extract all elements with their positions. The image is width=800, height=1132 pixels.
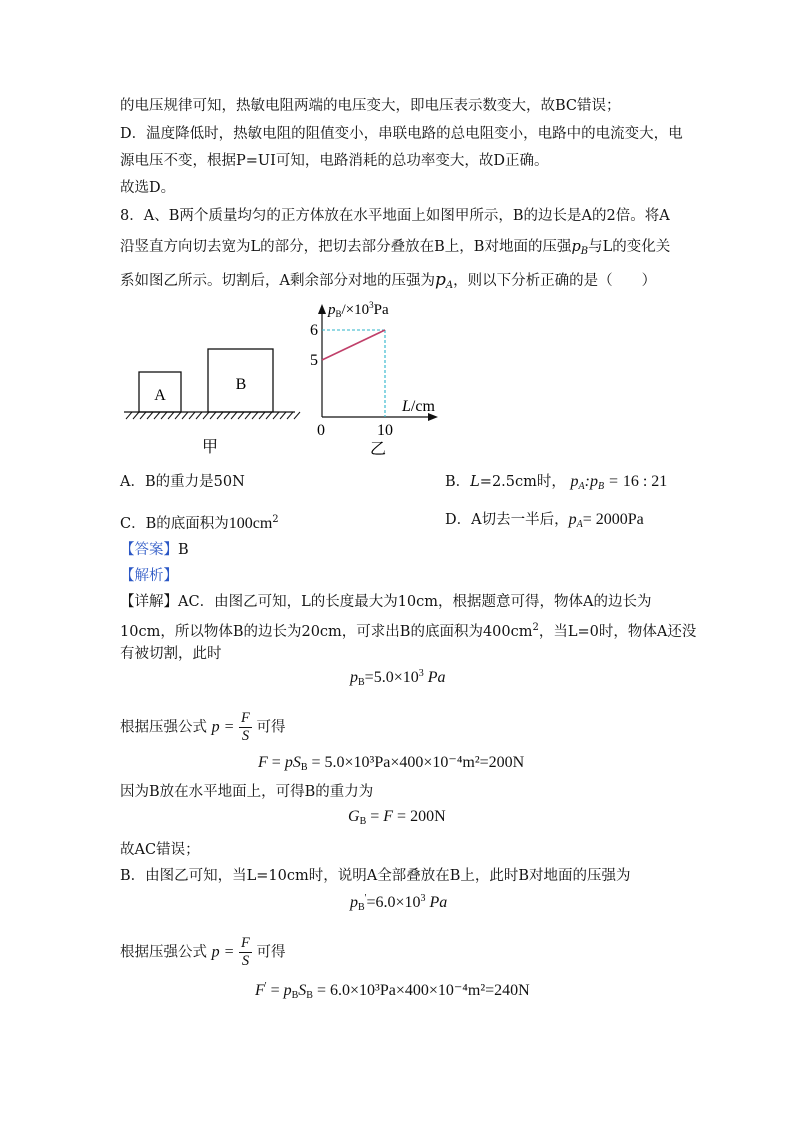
question-line-1: 8．A、B两个质量均匀的正方体放在水平地面上如图甲所示，B的边长是A的2倍。将A: [120, 208, 670, 224]
hatch-mark: [126, 412, 132, 419]
solution-line-5: 故AC错误；: [120, 842, 200, 858]
question-line-3a: 系如图乙所示。切割后，A剩余部分对地的压强为: [120, 273, 435, 289]
option-b: [445, 472, 667, 497]
x-axis-label: L/cm: [402, 398, 435, 415]
hatch-mark: [273, 412, 279, 419]
solution-p2b: ，当L=0时，物体A还没: [538, 624, 697, 640]
equation-2-value: = 5.0×10³Pa×400×10⁻⁴m²=200N: [311, 754, 525, 771]
analysis-tag: 【解析】: [120, 568, 178, 584]
option-d-value: = 2000Pa: [582, 511, 644, 528]
pa-symbol: $p_A$: [434, 270, 454, 291]
solution-line-2: [120, 618, 696, 642]
label-yi: 乙: [369, 441, 387, 458]
intro-line-1: 的电压规律可知，热敏电阻两端的电压变大，即电压表示数变大，故BC错误；: [120, 98, 621, 114]
hatch-mark: [252, 412, 258, 419]
y-axis-arrow: [318, 304, 326, 314]
hatch-mark: [217, 412, 223, 419]
hatch-mark: [168, 412, 174, 419]
equation-4: $p_B'=6.0\times 10^3$ Pa: [350, 893, 448, 913]
equation-1: $p_B=5.0\times 10^3$ Pa: [350, 668, 446, 688]
hatch-mark: [147, 412, 153, 419]
solution-p2-sup: 2: [532, 622, 539, 633]
hatch-mark: [182, 412, 188, 419]
hatch-mark: [238, 412, 244, 419]
hatch-mark: [224, 412, 230, 419]
option-b-prefix: B．: [445, 474, 471, 490]
formula-intro-2: 根据压强公式: [120, 944, 207, 961]
solution-line-4: 因为B放在水平地面上，可得B的重力为: [120, 784, 374, 800]
hatch-mark: [245, 412, 251, 419]
question-line-2b: 与L的变化关: [588, 239, 671, 255]
ground-hatch: [126, 412, 300, 419]
hatch-mark: [175, 412, 181, 419]
equation-5-value: = 6.0×10³Pa×400×10⁻⁴m²=240N: [316, 982, 530, 999]
hatch-mark: [210, 412, 216, 419]
solution-line-6: B．由图乙可知，当L=10cm时，说明A全部叠放在B上，此时B对地面的压强为: [120, 868, 631, 884]
hatch-mark: [231, 412, 237, 419]
block-b-label: B: [235, 376, 247, 393]
label-jia: 甲: [201, 439, 219, 456]
option-b-ratio: 16 : 21: [622, 473, 668, 490]
equation-3: $G_B = F = 200N$: [348, 808, 446, 827]
option-c-sup: 2: [272, 514, 279, 525]
formula-line-2: 根据压强公式 p = $\frac{F}{S}$ 可得: [120, 935, 286, 969]
figure-jia: [124, 349, 300, 456]
option-d-symbol: $p_A$: [568, 511, 583, 530]
equation-5: $F' = p_BS_B = 6.0\times 10^3Pa\times 400\times 10^{-4}m^2=240N$: [255, 981, 530, 1001]
answer-tag: 【答案】: [120, 542, 178, 558]
x-tick-10: 10: [377, 422, 393, 439]
formula-tail-1: 可得: [256, 719, 286, 736]
answer-value: B: [178, 542, 189, 558]
equation-2: $F = pS_B = 5.0\times 10^3Pa\times 400\times 10^{-4}m^2=200N$: [258, 754, 525, 773]
option-b-mid: =2.5cm时，: [479, 474, 566, 490]
option-a: A．B的重力是50N: [120, 474, 245, 490]
formula-line-1: 根据压强公式 p = $\frac{F}{S}$ 可得: [120, 710, 286, 744]
y-axis-label: $p_B/\times 10^3Pa$: [328, 300, 389, 319]
hatch-mark: [161, 412, 167, 419]
solution-p1: AC．由图乙可知，L的长度最大为10cm，根据题意可得，物体A的边长为: [178, 594, 652, 610]
hatch-mark: [287, 412, 293, 419]
figure: [110, 292, 450, 462]
option-c-prefix: C．B的底面积为: [120, 516, 229, 532]
hatch-mark: [203, 412, 209, 419]
pb-symbol: $p_B$: [571, 239, 589, 257]
formula-intro-1: 根据压强公式: [120, 719, 207, 736]
hatch-mark: [189, 412, 195, 419]
question-line-3b: ，则以下分析正确的是（ ）: [453, 273, 657, 289]
option-d: [445, 510, 644, 535]
hatch-mark: [280, 412, 286, 419]
intro-line-2: D．温度降低时，热敏电阻的阻值变小，串联电路的总电阻变小，电路中的电流变大，电: [120, 126, 683, 142]
fraction-f-over-s: $\frac{F}{S}$: [241, 710, 250, 744]
y-tick-low: 5: [310, 352, 318, 369]
fraction-f-over-s-2: $\frac{F}{S}$: [241, 935, 250, 969]
hatch-mark: [294, 412, 300, 419]
answer-line: [120, 540, 189, 560]
data-line: [322, 330, 385, 360]
option-c: [120, 510, 279, 534]
question-line-2: [120, 237, 670, 262]
equation-1-value: =5.0×10: [364, 669, 419, 686]
equation-1-sup: 3: [418, 668, 424, 679]
option-d-prefix: D．A切去一半后，: [445, 512, 569, 528]
hatch-mark: [154, 412, 160, 419]
hatch-mark: [266, 412, 272, 419]
equation-4-value: =6.0×10: [366, 894, 421, 911]
detail-tag: 【详解】: [120, 594, 178, 610]
intro-line-4: 故选D。: [120, 180, 176, 196]
solution-p2a: 10cm，所以物体B的边长为20cm，可求出B的底面积为400cm: [120, 624, 533, 640]
equation-4-sup: 3: [420, 893, 426, 904]
hatch-mark: [140, 412, 146, 419]
equation-3-value: = 200N: [397, 808, 446, 825]
formula-tail-2: 可得: [256, 944, 286, 961]
block-a-label: A: [154, 387, 166, 404]
figure-yi: [310, 300, 438, 458]
option-b-symbols: $p_A:p_B$ =: [570, 473, 623, 492]
hatch-mark: [196, 412, 202, 419]
origin-label: 0: [317, 422, 325, 439]
y-tick-high: 6: [310, 322, 318, 339]
solution-line-1: [120, 592, 652, 612]
hatch-mark: [133, 412, 139, 419]
option-c-value: 100cm: [228, 515, 273, 532]
hatch-mark: [259, 412, 265, 419]
option-b-L: L: [470, 474, 480, 490]
intro-line-3: 源电压不变，根据P=UI可知，电路消耗的总功率变大，故D正确。: [120, 153, 549, 169]
question-line-2a: 沿竖直方向切去宽为L的部分，把切去部分叠放在B上，B对地面的压强: [120, 239, 572, 255]
solution-line-3: 有被切割，此时: [120, 646, 222, 662]
